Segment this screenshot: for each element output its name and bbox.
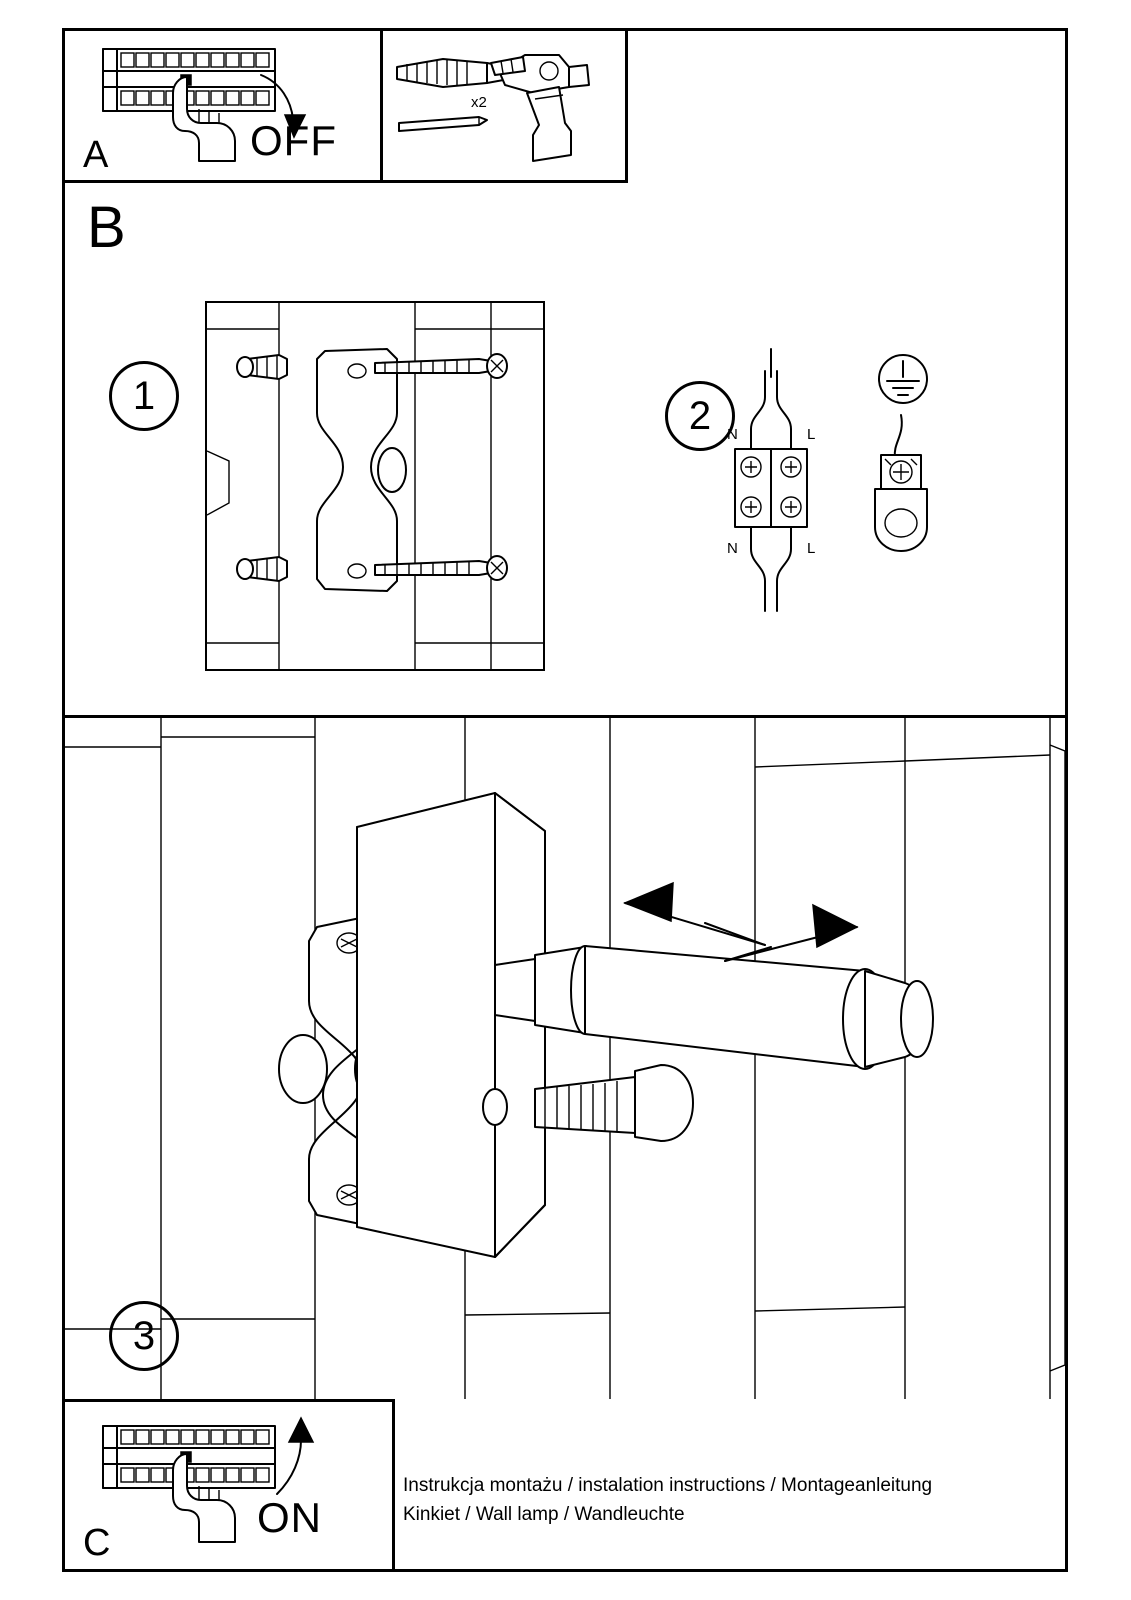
arrow-up-curved-icon — [277, 1418, 313, 1494]
drill-icon — [491, 55, 589, 161]
terminal-label-l-bottom: L — [807, 540, 816, 557]
step-2-illustration — [705, 331, 995, 631]
caption-line-2: Kinkiet / Wall lamp / Wandleuchte — [403, 1504, 685, 1526]
circuit-breaker-panel-icon — [103, 49, 275, 111]
step-3-illustration — [65, 715, 1065, 1399]
panel-a — [65, 31, 383, 183]
terminal-label-n-bottom: N — [727, 540, 738, 557]
mounting-bracket-icon — [317, 349, 406, 591]
step-1-number: 1 — [109, 361, 179, 431]
breaker-panel-on-illustration — [65, 1402, 395, 1575]
sheet-border — [62, 28, 1068, 1572]
step-3-number: 3 — [109, 1301, 179, 1371]
ground-terminal-icon — [875, 415, 927, 551]
hand-pointing-icon — [173, 77, 235, 161]
screw-icon — [399, 117, 487, 131]
caption-line-1: Instrukcja montażu / instalation instructions / Montageanleitung — [403, 1475, 933, 1496]
hand-pointing-icon — [173, 1454, 235, 1542]
tools-illustration — [383, 31, 628, 183]
panel-c — [65, 1399, 395, 1572]
circuit-breaker-panel-icon — [103, 1426, 275, 1488]
panel-c-letter: C — [83, 1522, 111, 1564]
terminal-block-wiring-icon — [735, 349, 807, 611]
terminal-label-n-top: N — [727, 426, 738, 443]
step-2-number: 2 — [665, 381, 735, 451]
tool-quantity-label: x2 — [471, 94, 487, 111]
terminal-label-l-top: L — [807, 426, 816, 443]
panel-tools — [383, 31, 628, 183]
wall-plug-top-icon — [237, 355, 287, 379]
caption-block — [403, 1471, 1043, 1530]
panel-a-letter: A — [83, 134, 109, 176]
wall-plug-bottom-icon — [237, 557, 287, 581]
lamp-tube-icon — [495, 946, 933, 1069]
panel-a-action-label: OFF — [250, 117, 337, 164]
panel-c-action-label: ON — [257, 1494, 322, 1541]
earth-ground-icon — [879, 355, 927, 403]
lamp-body-icon — [357, 793, 545, 1257]
panel-b-letter: B — [87, 195, 126, 260]
step-1-illustration — [205, 301, 545, 671]
direction-arrows-icon — [625, 883, 857, 961]
